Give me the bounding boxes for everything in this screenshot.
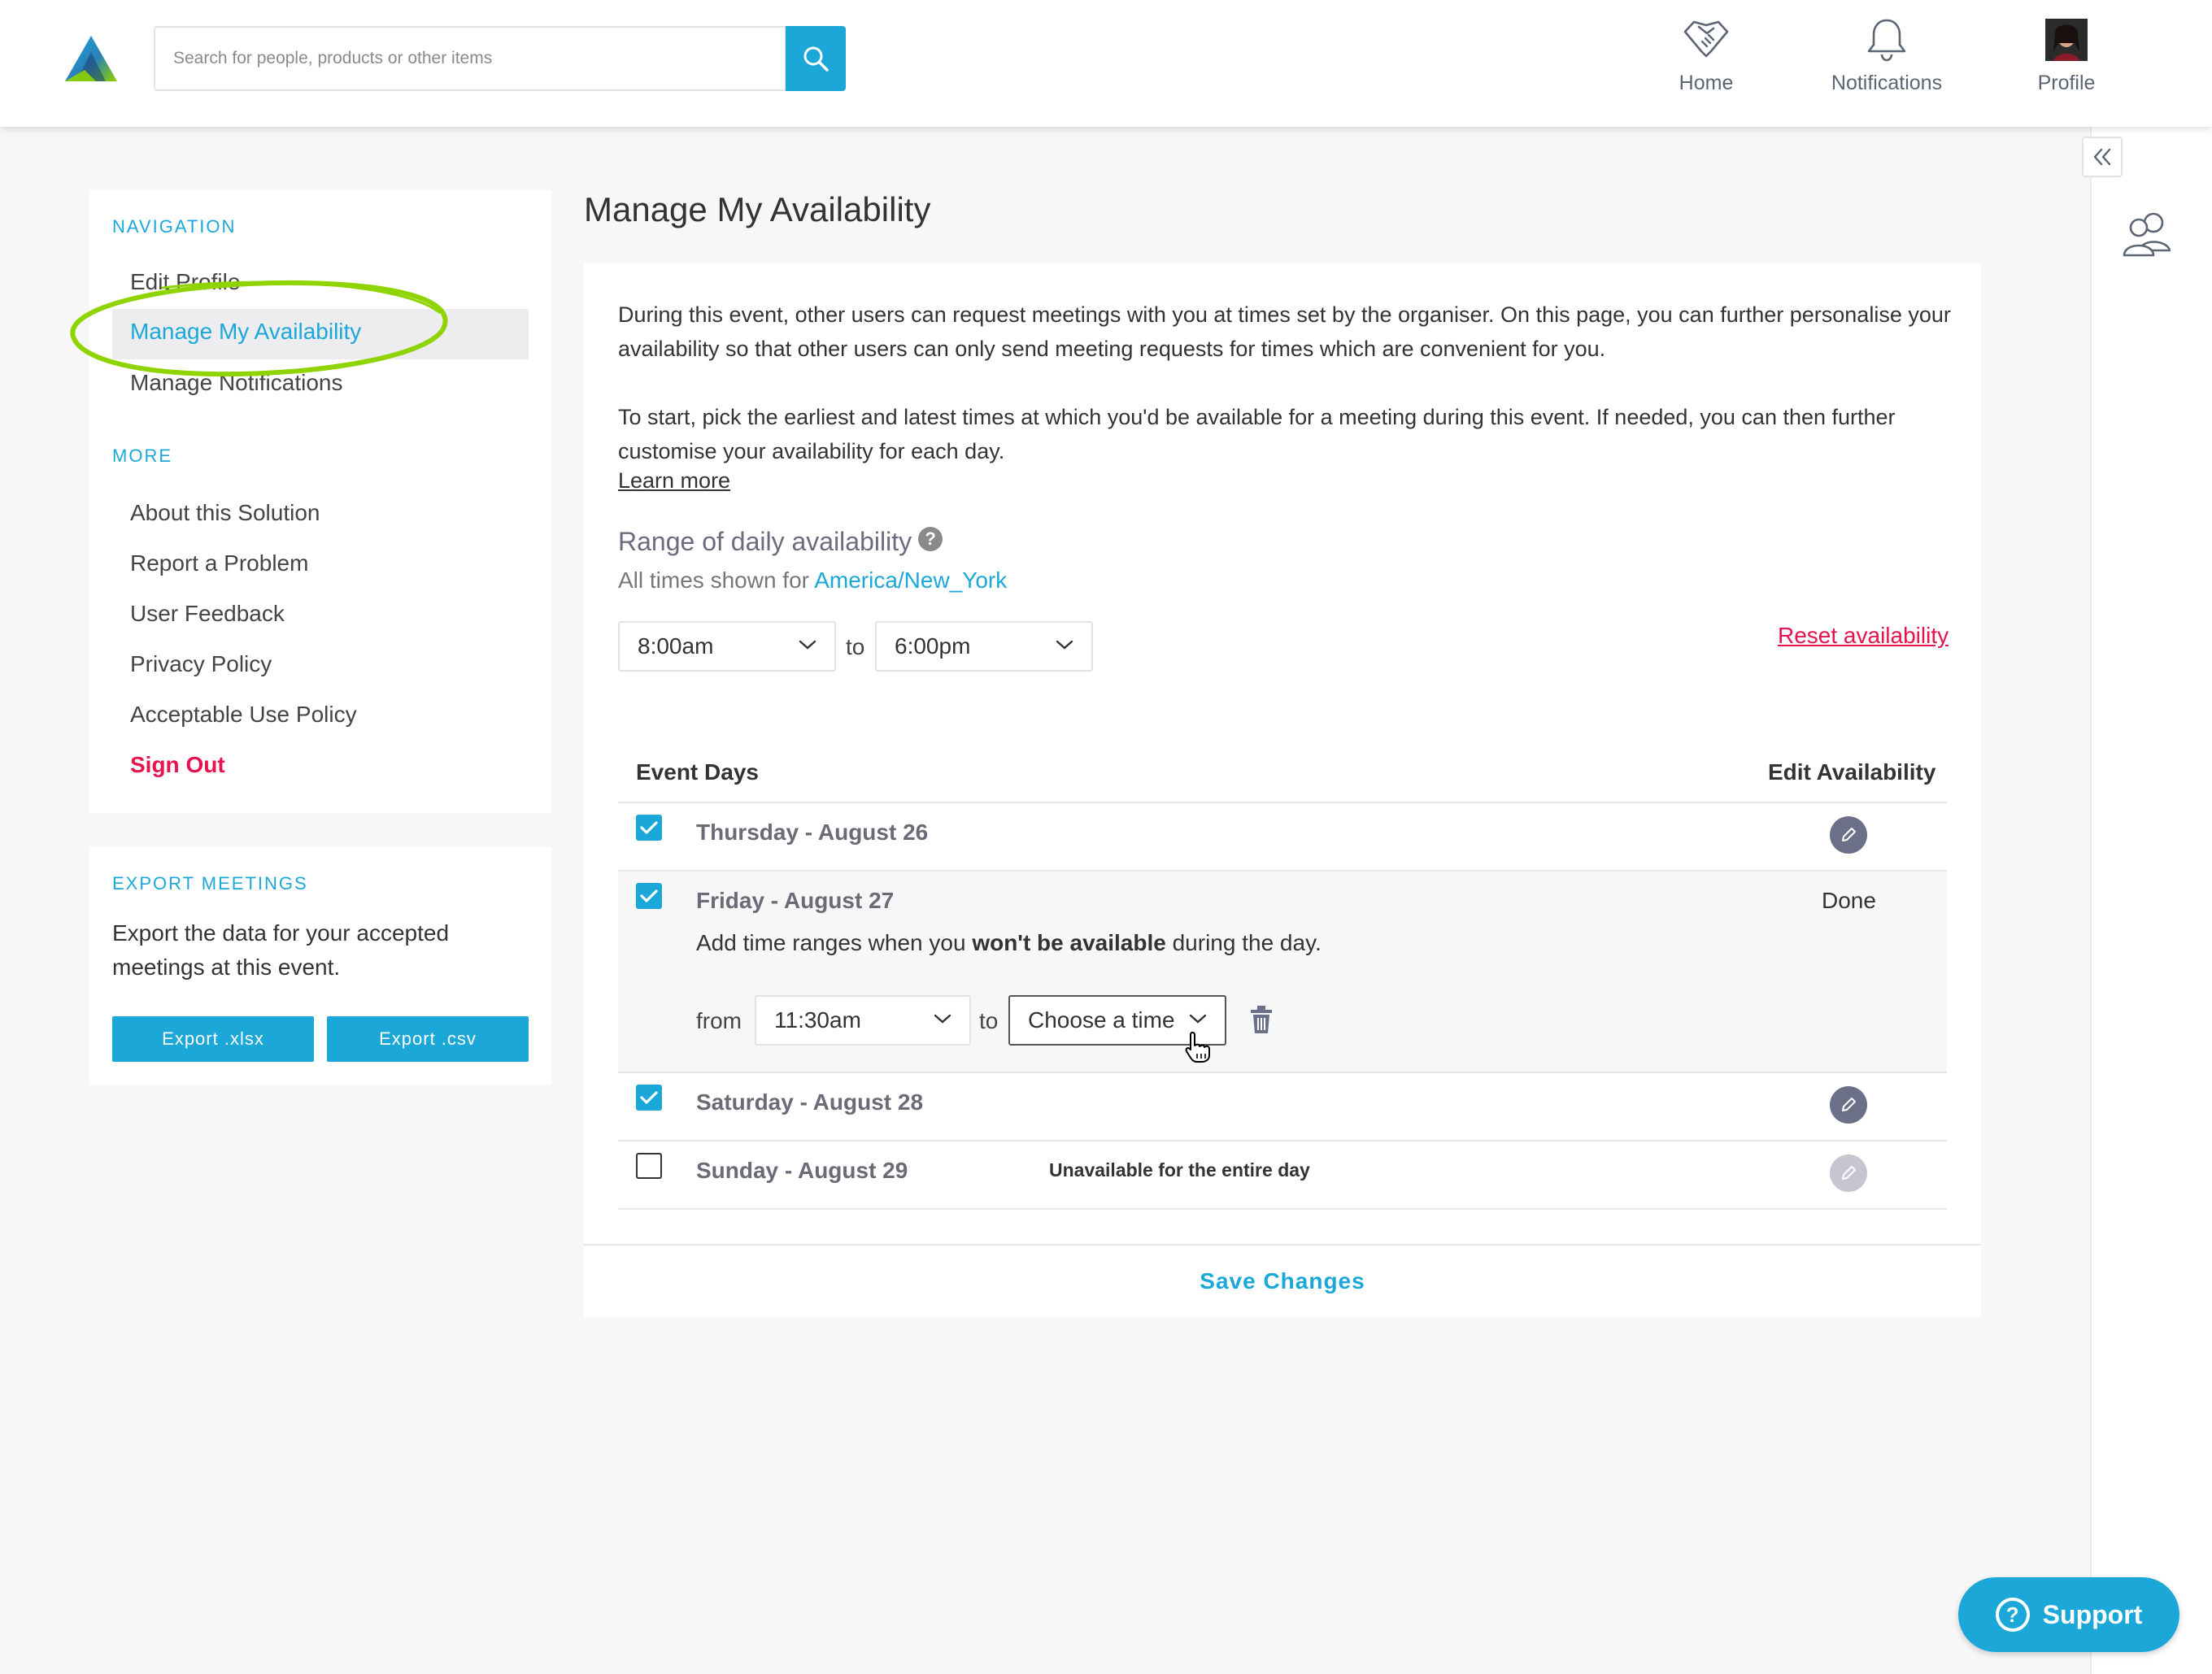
sidebar-item-edit-profile[interactable]: Edit Profile [130, 269, 241, 294]
nav-profile-label: Profile [2037, 72, 2096, 94]
day-checkbox-saturday[interactable] [636, 1085, 662, 1111]
row-divider [618, 802, 1947, 803]
nav-home-label: Home [1679, 72, 1734, 94]
sidebar-item-manage-notifications[interactable]: Manage Notifications [130, 370, 343, 395]
sidebar-nav-card [89, 190, 551, 813]
app-logo[interactable] [63, 34, 119, 83]
sidebar-item-manage-availability[interactable]: Manage My Availability [130, 319, 362, 344]
availability-card [584, 263, 1981, 1317]
check-icon [640, 1090, 658, 1105]
done-button[interactable]: Done [1822, 888, 1876, 913]
from-word: from [696, 1008, 742, 1033]
row-divider [618, 1140, 1947, 1141]
timezone-link[interactable]: America/New_York [814, 567, 1008, 593]
save-changes-button[interactable]: Save Changes [1200, 1268, 1365, 1294]
col-header-edit-availability: Edit Availability [1768, 759, 1936, 785]
trash-icon[interactable] [1249, 1005, 1274, 1034]
avatar [2045, 19, 2088, 61]
range-to-word: to [846, 634, 865, 659]
export-xlsx-button[interactable]: Export .xlsx [112, 1016, 314, 1062]
timezone-prefix: All times shown for [618, 567, 815, 593]
collapse-button[interactable] [2082, 137, 2123, 177]
nav-home[interactable] [1672, 16, 1740, 98]
intro-paragraph-1: During this event, other users can request meetings with you at times set by the organiser. On this page, you can further personalise your availability so that other users can only send meeting requests for times which are convenient for you. [618, 302, 1951, 361]
add-ranges-post: during the day. [1165, 930, 1322, 955]
exception-to-placeholder: Choose a time [1028, 1007, 1175, 1033]
range-to-value: 6:00pm [895, 633, 971, 659]
hand-cursor-icon [1184, 1031, 1212, 1063]
help-icon[interactable]: ? [918, 527, 943, 551]
day-checkbox-friday[interactable] [636, 883, 662, 909]
add-ranges-bold: won't be available [972, 930, 1166, 955]
right-rail [2090, 127, 2212, 1674]
exception-from-select[interactable] [755, 995, 971, 1046]
day-label-saturday: Saturday - August 28 [696, 1089, 924, 1115]
navigation-section-title: NAVIGATION [112, 216, 237, 237]
pencil-icon [1840, 1096, 1857, 1114]
double-chevron-left-icon [2092, 146, 2113, 167]
check-icon [640, 889, 658, 903]
day-label-sunday: Sunday - August 29 [696, 1158, 908, 1183]
exception-to-word: to [979, 1008, 999, 1033]
exception-from-value: 11:30am [774, 1007, 861, 1033]
range-title-text: Range of daily availability [618, 527, 912, 556]
sidebar-item-acceptable-use[interactable]: Acceptable Use Policy [130, 702, 357, 727]
question-icon: ? [1996, 1598, 2030, 1632]
sign-out-link[interactable]: Sign Out [130, 752, 225, 777]
chevron-down-icon [799, 639, 816, 650]
add-ranges-instruction [696, 930, 1322, 956]
export-csv-button[interactable]: Export .csv [327, 1016, 529, 1062]
range-to-select[interactable] [875, 621, 1093, 672]
range-title [618, 527, 943, 557]
edit-day-button-thursday[interactable] [1830, 816, 1867, 854]
day-label-thursday: Thursday - August 26 [696, 820, 929, 845]
support-button[interactable] [1958, 1577, 2179, 1652]
check-icon [640, 820, 658, 835]
row-divider [618, 1208, 1947, 1210]
range-from-select[interactable] [618, 621, 836, 672]
edit-day-button-saturday[interactable] [1830, 1086, 1867, 1124]
nav-profile[interactable] [2031, 16, 2101, 98]
day-checkbox-sunday[interactable] [636, 1153, 662, 1179]
people-icon[interactable] [2123, 210, 2175, 257]
timezone-line [618, 567, 1007, 594]
add-ranges-pre: Add time ranges when you [696, 930, 973, 955]
col-header-event-days: Event Days [636, 759, 759, 785]
intro-paragraph-2: To start, pick the earliest and latest times at which you'd be available for a meeting during this event. If needed, you can then further customise your availability for each day. [618, 405, 1896, 463]
search-icon [802, 45, 830, 72]
search-button[interactable] [786, 26, 846, 91]
chevron-down-icon [934, 1013, 951, 1024]
nav-notifications[interactable] [1822, 16, 1952, 98]
page-title: Manage My Availability [584, 190, 931, 228]
range-from-value: 8:00am [638, 633, 714, 659]
search-input[interactable] [154, 26, 786, 91]
day-label-friday: Friday - August 27 [696, 888, 895, 913]
sidebar-item-report-problem[interactable]: Report a Problem [130, 550, 309, 576]
more-section-title: MORE [112, 446, 172, 466]
reset-availability-link[interactable]: Reset availability [1778, 623, 1949, 648]
day-checkbox-thursday[interactable] [636, 815, 662, 841]
sidebar-item-user-feedback[interactable]: User Feedback [130, 601, 285, 626]
sidebar-item-about[interactable]: About this Solution [130, 500, 320, 525]
unavailable-note: Unavailable for the entire day [1049, 1159, 1310, 1180]
support-label: Support [2042, 1599, 2143, 1629]
nav-notifications-label: Notifications [1831, 72, 1943, 94]
export-description: Export the data for your accepted meetings at this event. [112, 920, 450, 980]
chevron-down-icon [1189, 1013, 1207, 1024]
learn-more-link[interactable]: Learn more [618, 468, 731, 493]
handshake-icon [1683, 19, 1730, 61]
row-divider [618, 1072, 1947, 1073]
chevron-down-icon [1056, 639, 1073, 650]
edit-day-button-sunday [1830, 1154, 1867, 1192]
pencil-icon [1840, 826, 1857, 844]
top-header [0, 0, 2212, 127]
sidebar-item-privacy-policy[interactable]: Privacy Policy [130, 651, 272, 676]
pencil-icon [1840, 1164, 1857, 1182]
export-section-title: EXPORT MEETINGS [112, 873, 308, 894]
bell-icon [1866, 17, 1908, 63]
export-meetings-card [89, 847, 551, 1085]
